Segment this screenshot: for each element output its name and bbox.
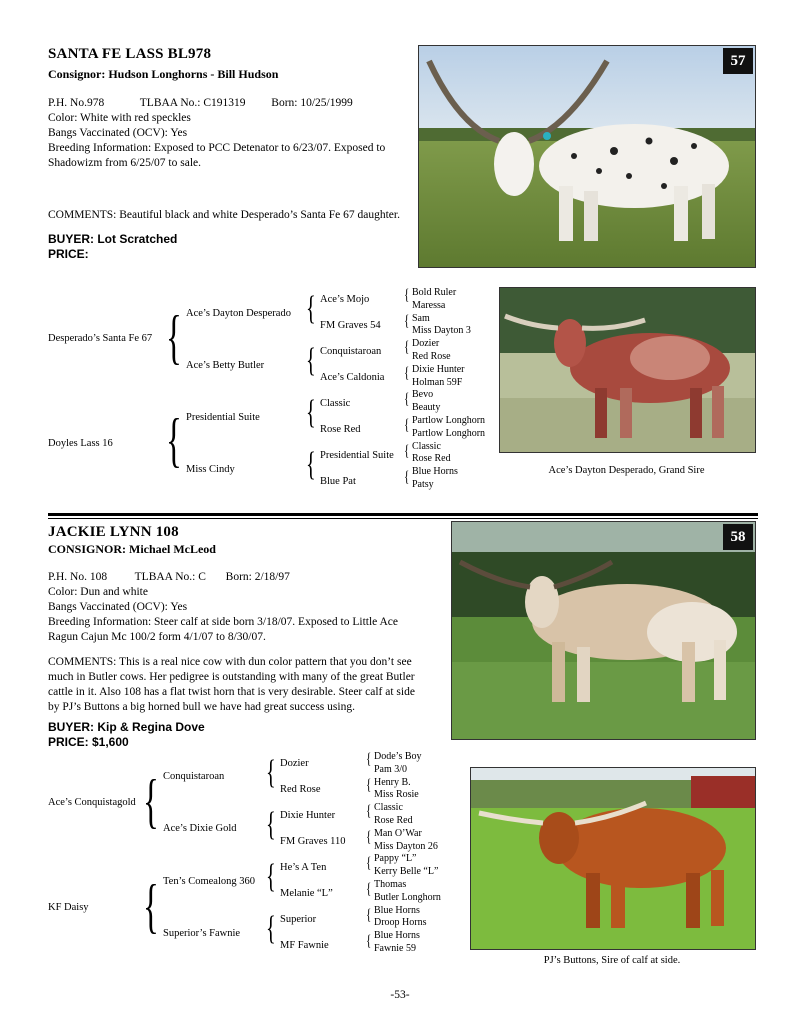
lot-title: JACKIE LYNN 108 [48, 524, 179, 540]
price: PRICE: [48, 247, 89, 261]
pedigree-gen4-name: Sam [412, 312, 430, 324]
pedigree-brace: { [366, 855, 372, 872]
photo-caption: PJ’s Buttons, Sire of calf at side. [543, 955, 681, 966]
bull-photo [499, 287, 756, 453]
bull-photo [470, 767, 756, 950]
pedigree-gen4-name: Thomas [374, 878, 407, 890]
page-number: -53- [390, 989, 410, 1001]
pedigree-gen3: Blue Pat [320, 476, 356, 487]
ph-number: P.H. No. 108 [48, 571, 108, 583]
tlbaa-number: TLBAA No.: C191319 [139, 97, 246, 109]
pedigree-gen4-name: Dozier [412, 338, 440, 350]
pedigree-gen3: FM Graves 110 [280, 836, 346, 847]
pedigree-brace: { [366, 881, 372, 898]
pedigree-gen3: FM Graves 54 [320, 320, 381, 331]
breeding-info-1: Breeding Information: Exposed to PCC Detenator to 6/23/07. Exposed to [48, 142, 386, 154]
section-divider-thin [48, 518, 758, 519]
breeding-info-2: Ragun Cajun Mc 100/2 form 4/1/07 to 8/30/07. [48, 631, 266, 643]
ph-number: P.H. No.978 [48, 97, 105, 109]
pedigree-gen2: Presidential Suite [186, 412, 260, 423]
pedigree-gen4-name: Rose Red [412, 453, 451, 465]
color-info: Color: White with red speckles [48, 112, 191, 124]
pedigree-gen2: Ace’s Dayton Desperado [186, 308, 291, 319]
pedigree-brace: { [266, 910, 276, 947]
pedigree-gen3: Red Rose [280, 784, 321, 795]
pedigree-gen4-name: Beauty [412, 402, 441, 414]
cow-photo-image [452, 522, 755, 739]
pedigree-gen4-name: Kerry Belle “L” [374, 866, 439, 878]
consignor: Consignor: Hudson Longhorns - Bill Hudson [48, 67, 279, 81]
pedigree-gen4-name: Droop Horns [374, 917, 427, 929]
pedigree-gen4-name: Partlow Longhorn [412, 427, 486, 439]
comments-line: by PJ’s Buttons a big horned bull we have had great success using. [48, 701, 355, 713]
pedigree-brace: { [404, 417, 410, 434]
lot-details [48, 96, 408, 171]
price: PRICE: $1,600 [48, 735, 129, 749]
pedigree-brace: { [404, 287, 410, 304]
pedigree-gen4-name: Classic [412, 440, 441, 452]
pedigree-gen4-name: Pappy “L” [374, 853, 417, 865]
pedigree-gen3: Melanie “L” [280, 888, 333, 899]
pedigree-gen4-name: Pam 3/0 [374, 763, 408, 775]
pedigree-gen4-name: Fawnie 59 [374, 942, 416, 954]
buyer: BUYER: Kip & Regina Dove [48, 720, 205, 734]
pedigree-gen4-name: Miss Dayton 3 [412, 325, 471, 337]
pedigree-brace: { [166, 304, 182, 370]
pedigree-gen2: Miss Cindy [186, 464, 235, 475]
comments-line: cattle in it. Also 108 has a flat twist horn that is very desirable. Steer calf at side [48, 686, 415, 698]
pedigree-gen4-name: Rose Red [374, 814, 413, 826]
pedigree-brace: { [366, 803, 372, 820]
pedigree-brace: { [266, 858, 276, 895]
consignor: CONSIGNOR: Michael McLeod [48, 542, 216, 556]
pedigree-brace: { [366, 777, 372, 794]
comments [48, 655, 448, 715]
lot-title: SANTA FE LASS BL978 [48, 46, 212, 62]
pedigree-brace: { [366, 751, 372, 768]
cow-photo [418, 45, 756, 268]
buyer: BUYER: Lot Scratched [48, 232, 178, 246]
pedigree-brace: { [404, 365, 410, 382]
pedigree-brace: { [404, 313, 410, 330]
comments-line: much in Butler cows. Her pedigree is outstanding with many of the great Butler [48, 671, 415, 683]
pedigree-gen2: Conquistaroan [163, 771, 225, 782]
pedigree-brace: { [306, 394, 316, 431]
pedigree-gen3: He’s A Ten [280, 862, 327, 873]
pedigree-gen4-name: Holman 59F [412, 376, 463, 388]
pedigree-gen2: Superior’s Fawnie [163, 928, 241, 939]
pedigree-gen2: Ten’s Comealong 360 [163, 876, 256, 887]
pedigree-gen3: MF Fawnie [280, 940, 329, 951]
pedigree-brace: { [306, 290, 316, 327]
pedigree-brace: { [404, 443, 410, 460]
breeding-info-1: Breeding Information: Steer calf at side born 3/18/07. Exposed to Little Ace [48, 616, 399, 628]
pedigree-gen4 [374, 751, 441, 956]
pedigree-gen4-name: Dixie Hunter [412, 363, 465, 375]
lot-details [48, 570, 438, 645]
pedigree-gen4-name: Blue Horns [412, 466, 458, 478]
cow-photo [451, 521, 756, 740]
pedigree-gen4-name: Blue Horns [374, 930, 420, 942]
pedigree-brace: { [366, 829, 372, 846]
pedigree-gen4-name: Man O’War [374, 827, 422, 839]
pedigree-gen3: Classic [320, 398, 351, 409]
born-date: Born: 2/18/97 [225, 571, 290, 583]
lot-number-badge: 57 [723, 48, 753, 74]
pedigree-dam: Doyles Lass 16 [48, 438, 113, 449]
pedigree-gen3: Conquistaroan [320, 346, 382, 357]
section-divider [48, 513, 758, 516]
pedigree-brace: { [404, 339, 410, 356]
pedigree-brace: { [306, 342, 316, 379]
pedigree-gen3: Superior [280, 914, 317, 925]
pedigree-gen4 [412, 287, 485, 492]
pedigree-gen4-name: Dode’s Boy [374, 751, 422, 762]
bangs-info: Bangs Vaccinated (OCV): Yes [48, 127, 188, 139]
pedigree-brace: { [143, 768, 159, 834]
pedigree-brace: { [266, 806, 276, 843]
pedigree-gen3: Ace’s Caldonia [320, 372, 385, 383]
bull-photo-image [500, 288, 755, 452]
pedigree-brace: { [266, 754, 276, 791]
color-info: Color: Dun and white [48, 586, 148, 598]
pedigree-gen4-name: Henry B. [374, 776, 411, 788]
pedigree-gen3: Rose Red [320, 424, 361, 435]
pedigree-brace: { [143, 873, 159, 939]
pedigree-gen4-name: Bold Ruler [412, 287, 457, 298]
pedigree-brace: { [306, 446, 316, 483]
pedigree-brace: { [366, 907, 372, 924]
pedigree-gen4-name: Classic [374, 802, 403, 814]
pedigree-gen4-name: Miss Dayton 26 [374, 840, 438, 852]
pedigree-brace: { [404, 469, 410, 486]
pedigree-gen4-name: Butler Longhorn [374, 891, 441, 903]
photo-caption: Ace’s Dayton Desperado, Grand Sire [548, 465, 705, 476]
tlbaa-number: TLBAA No.: C [134, 571, 206, 583]
pedigree-gen4-name: Miss Rosie [374, 789, 419, 801]
pedigree-gen3: Dozier [280, 758, 309, 769]
lot-number-badge: 58 [723, 524, 753, 550]
pedigree-sire: Desperado’s Santa Fe 67 [48, 333, 153, 344]
cow-photo-image [419, 46, 755, 267]
pedigree-dam: KF Daisy [48, 902, 89, 913]
breeding-info-2: Shadowizm from 6/25/07 to sale. [48, 157, 201, 169]
comments-line: COMMENTS: This is a real nice cow with dun color pattern that you don’t see [48, 656, 412, 668]
comments: COMMENTS: Beautiful black and white Desperado’s Santa Fe 67 daughter. [48, 209, 400, 221]
pedigree-brace: { [366, 933, 372, 950]
pedigree-gen4-name: Partlow Longhorn [412, 414, 486, 426]
born-date: Born: 10/25/1999 [271, 97, 353, 109]
pedigree-gen2: Ace’s Dixie Gold [163, 823, 237, 834]
bangs-info: Bangs Vaccinated (OCV): Yes [48, 601, 188, 613]
pedigree-brace: { [404, 391, 410, 408]
bull-photo-image [471, 768, 755, 949]
pedigree-gen2: Ace’s Betty Butler [186, 360, 265, 371]
pedigree-gen4-name: Red Rose [412, 350, 451, 362]
pedigree-gen4-name: Patsy [412, 478, 434, 490]
pedigree-gen4-name: Blue Horns [374, 904, 420, 916]
pedigree-gen4-name: Maressa [412, 299, 446, 311]
pedigree-brace: { [166, 407, 182, 473]
pedigree-gen4-name: Bevo [412, 389, 434, 401]
pedigree-gen3: Dixie Hunter [280, 810, 336, 821]
pedigree-gen3: Ace’s Mojo [320, 294, 370, 305]
pedigree-gen3: Presidential Suite [320, 450, 394, 461]
pedigree-sire: Ace’s Conquistagold [48, 797, 136, 808]
